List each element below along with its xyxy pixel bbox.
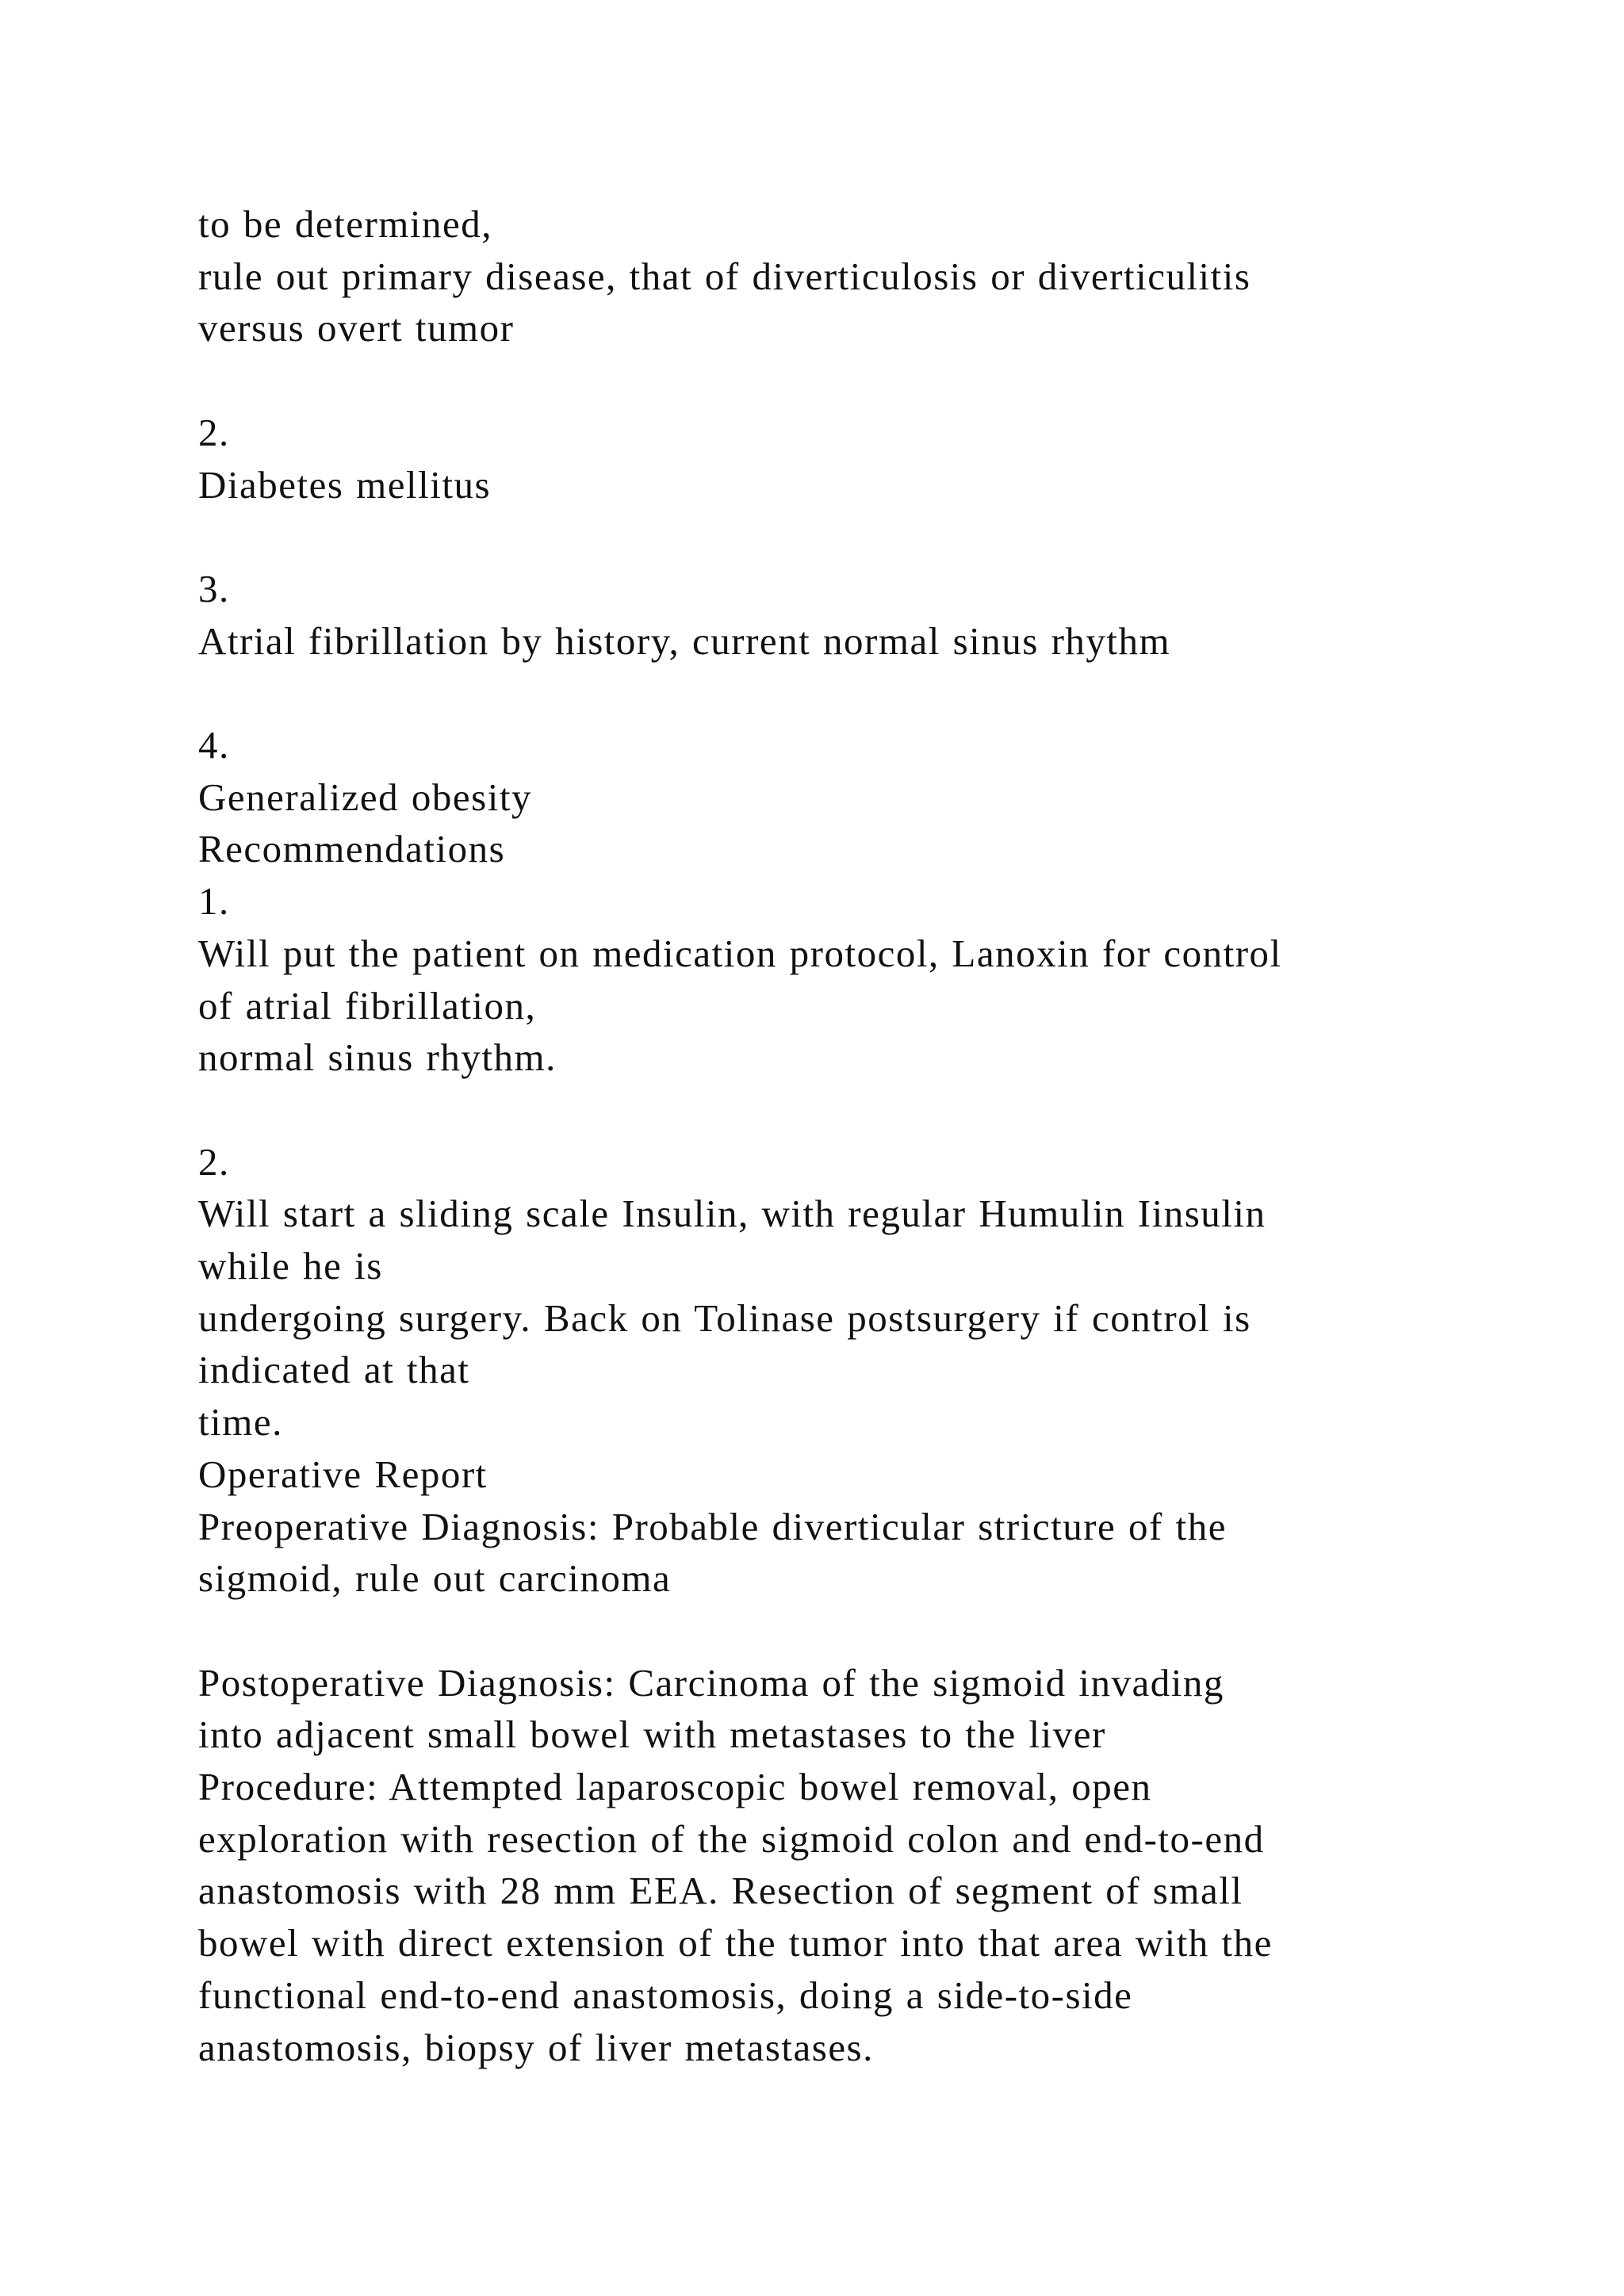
text-line: Will start a sliding scale Insulin, with regular Humulin Iinsulin [198, 1192, 1266, 1236]
text-line: to be determined, [198, 202, 493, 246]
text-line: versus overt tumor [198, 306, 515, 350]
blank-line [198, 511, 1515, 563]
text-line: Generalized obesity [198, 775, 532, 819]
list-number: 3. [198, 566, 230, 610]
text-line: bowel with direct extension of the tumor into that area with the [198, 1921, 1273, 1965]
text-line: functional end-to-end anastomosis, doing a side-to-side [198, 1973, 1133, 2017]
list-number: 2. [198, 410, 230, 454]
text-line: Postoperative Diagnosis: Carcinoma of the sigmoid invading [198, 1660, 1224, 1705]
blank-line [198, 1605, 1515, 1657]
blank-line [198, 667, 1515, 719]
blank-line [198, 354, 1515, 407]
document-body [198, 198, 1515, 2073]
text-line: time. [198, 1400, 283, 1445]
text-line: anastomosis with 28 mm EEA. Resection of segment of small [198, 1869, 1243, 1913]
blank-line [198, 1084, 1515, 1136]
text-line: Atrial fibrillation by history, current normal sinus rhythm [198, 618, 1171, 663]
text-line: normal sinus rhythm. [198, 1035, 557, 1080]
text-line: while he is [198, 1244, 383, 1288]
text-line: into adjacent small bowel with metastases to the liver [198, 1712, 1106, 1757]
list-number: 2. [198, 1139, 230, 1184]
list-number: 1. [198, 879, 230, 924]
text-line: sigmoid, rule out carcinoma [198, 1556, 672, 1601]
list-number: 4. [198, 722, 230, 767]
text-line: of atrial fibrillation, [198, 983, 537, 1027]
text-line: anastomosis, biopsy of liver metastases. [198, 2025, 874, 2069]
text-line: undergoing surgery. Back on Tolinase postsurgery if control is [198, 1295, 1251, 1340]
section-heading: Operative Report [198, 1452, 488, 1496]
text-line: Diabetes mellitus [198, 462, 492, 507]
text-line: Preoperative Diagnosis: Probable diverticular stricture of the [198, 1504, 1227, 1548]
section-heading: Recommendations [198, 827, 506, 871]
text-line: rule out primary disease, that of diverticulosis or diverticulitis [198, 254, 1251, 298]
text-line: indicated at that [198, 1348, 470, 1392]
text-line: exploration with resection of the sigmoid colon and end-to-end [198, 1816, 1265, 1861]
text-line: Will put the patient on medication protocol, Lanoxin for control [198, 931, 1282, 975]
text-line: Procedure: Attempted laparoscopic bowel removal, open [198, 1765, 1152, 1809]
